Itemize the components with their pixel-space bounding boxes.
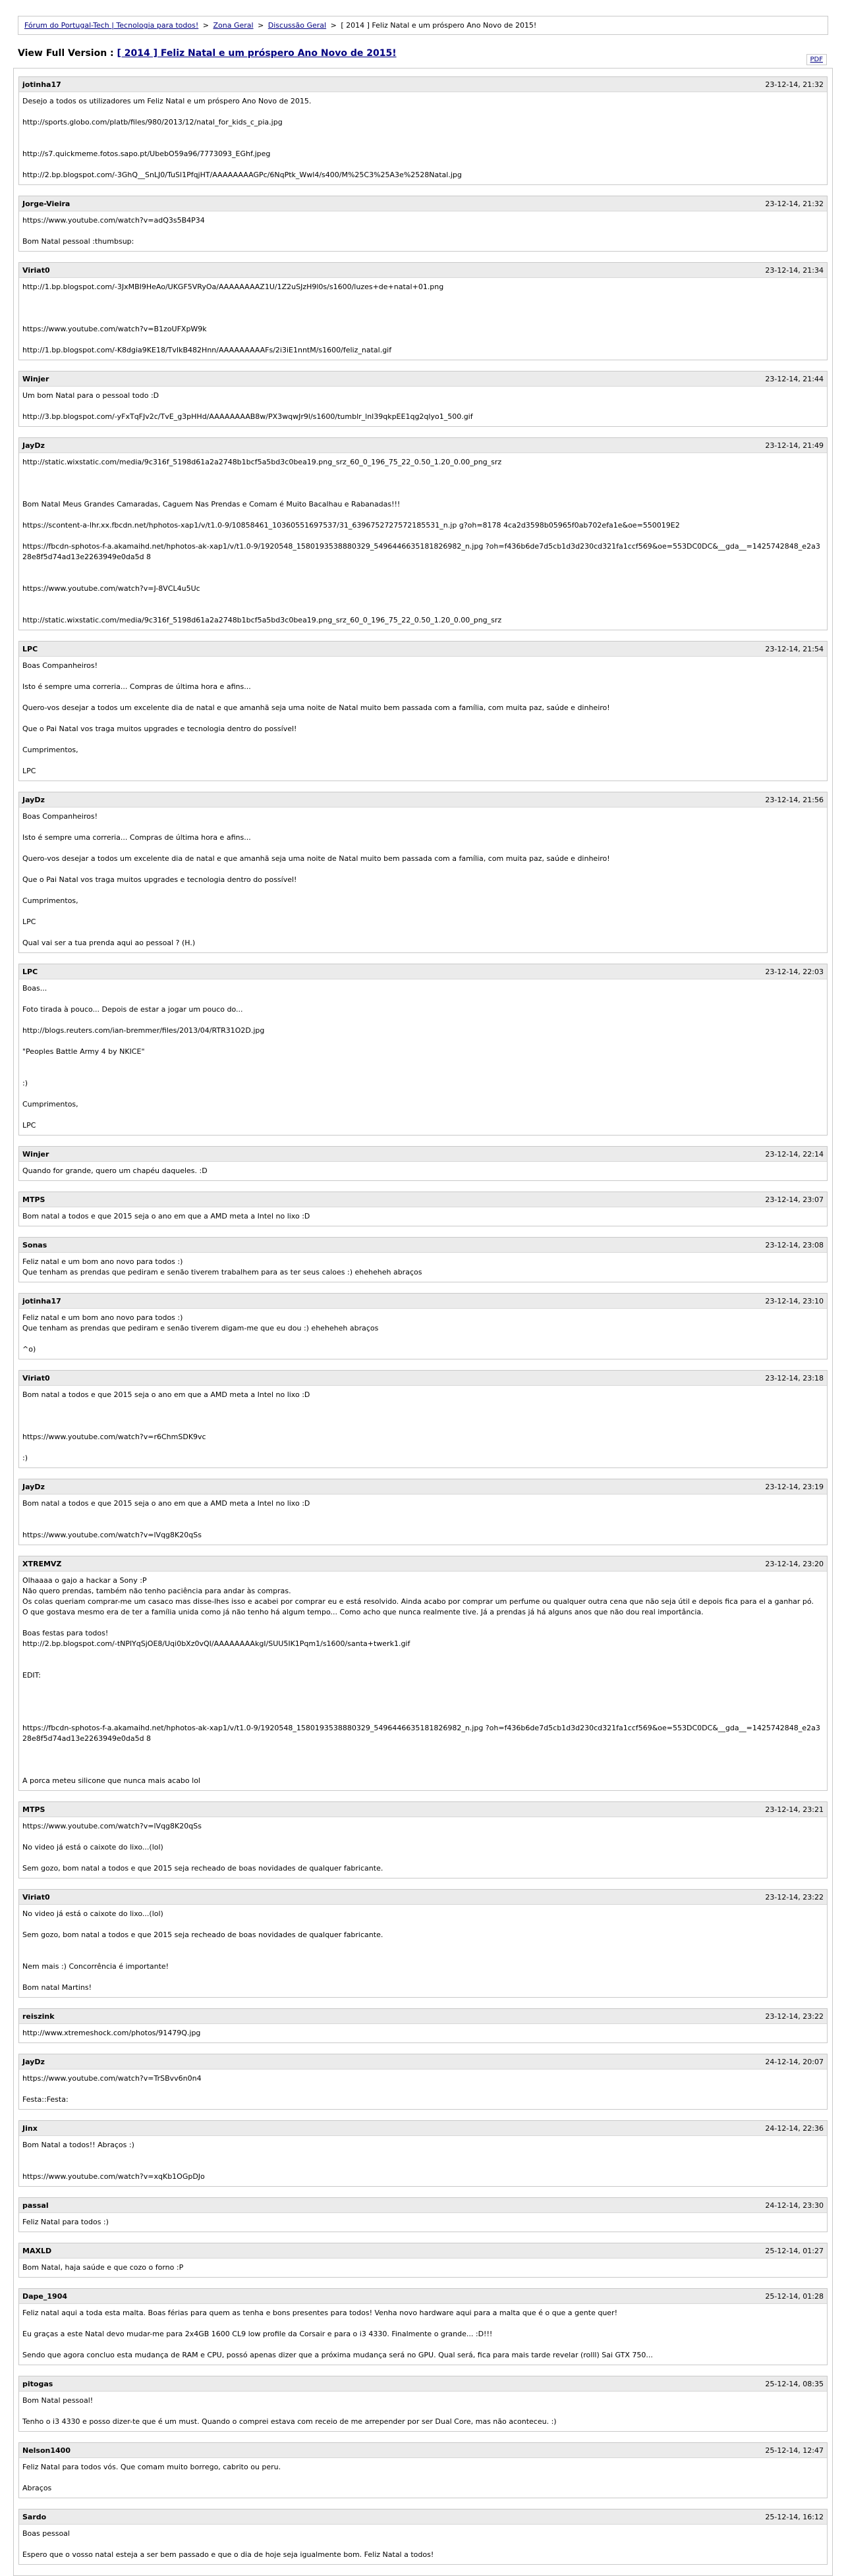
post-text-line: [22, 1334, 824, 1344]
post-text-line: Qual vai ser a tua prenda aqui ao pessoal ? (H.): [22, 939, 196, 947]
post-body: [19, 2304, 827, 2365]
post-author: passal: [22, 2201, 49, 2210]
post-text-line: [22, 1832, 824, 1842]
post-date: 24-12-14, 23:30: [765, 2201, 824, 2210]
post-text-line: [22, 1702, 824, 1713]
post: [18, 2197, 828, 2232]
post-text-line: Quero-vos desejar a todos um excelente dia de natal e que amanhã seja uma noite de Natal muito bem passada com a família, com muita paz, saúde e dinheiro!: [22, 703, 610, 712]
post-author: JayDz: [22, 441, 45, 450]
post-header: [19, 2054, 827, 2069]
post-text-line: Que tenham as prendas que pediram e senão tiverem digam-me que eu dou :) eheheheh abraços: [22, 1324, 379, 1332]
post-text-line: [22, 478, 824, 489]
post-text-line: [22, 671, 824, 682]
post-body: [19, 1494, 827, 1545]
post-header: [19, 77, 827, 92]
post-text-line: No video já está o caixote do lixo...(lol): [22, 1909, 163, 1918]
post-body: [19, 1817, 827, 1878]
post-date: 24-12-14, 22:36: [765, 2124, 824, 2133]
post: [18, 1479, 828, 1545]
post-body: [19, 2069, 827, 2109]
post-body: [19, 1572, 827, 1790]
post-text-line: [22, 864, 824, 875]
post-header: [19, 1890, 827, 1905]
post-text-line: [22, 1068, 824, 1078]
post-author: Viriat0: [22, 1892, 50, 1902]
breadcrumb-separator: >: [202, 21, 209, 30]
post-text-line: Feliz natal e um bom ano novo para todos :): [22, 1257, 183, 1266]
post-text-line: [22, 401, 824, 412]
breadcrumb-current: [ 2014 ] Feliz Natal e um próspero Ano Novo de 2015!: [341, 21, 537, 30]
post-text-line: Boas Companheiros!: [22, 812, 98, 821]
post: [18, 1889, 828, 1998]
post-text-line: [22, 573, 824, 584]
post-text-line: [22, 1618, 824, 1628]
post: [18, 2120, 828, 2187]
post-text-line: https://www.youtube.com/watch?v=xqKb1OGpDJo: [22, 2172, 205, 2181]
post-date: 23-12-14, 22:14: [765, 1149, 824, 1159]
post-author: Jinx: [22, 2124, 38, 2133]
thread-title-link[interactable]: [ 2014 ] Feliz Natal e um próspero Ano Novo de 2015!: [117, 48, 397, 59]
post-text-line: http://blogs.reuters.com/ian-bremmer/files/2013/04/RTR31O2D.jpg: [22, 1026, 265, 1035]
post-text-line: [22, 1411, 824, 1421]
post-text-line: :): [22, 1454, 28, 1462]
post-text-line: No video já está o caixote do lixo...(lol): [22, 1843, 163, 1851]
post-text-line: [22, 1755, 824, 1765]
post-text-line: http://1.bp.blogspot.com/-3JxMBI9HeAo/UKGF5VRyOa/AAAAAAAAZ1U/1Z2uSJzH9l0s/s1600/luzes+de+natal+01.png: [22, 283, 444, 291]
post-header: [19, 2289, 827, 2304]
post-text-line: [22, 1036, 824, 1047]
posts-container: [13, 56, 833, 2576]
post-date: 23-12-14, 23:22: [765, 2012, 824, 2021]
post-text-line: A porca meteu silicone que nunca mais acabo lol: [22, 1776, 200, 1785]
post-text-line: [22, 314, 824, 324]
post-date: 25-12-14, 01:28: [765, 2291, 824, 2301]
post-text-line: https://www.youtube.com/watch?v=adQ3s5B4P34: [22, 216, 205, 225]
post-text-line: [22, 303, 824, 314]
post-text-line: Os colas queriam comprar-me um casaco mas disse-lhes isso e acabei por comprar eu e está resolvido. Ainda acabo por comprar um perfume ou qualquer outra cena que não seja útil e depois fica para el a ganhar pó.: [22, 1597, 814, 1606]
post-author: jotinha17: [22, 1296, 61, 1305]
post-header: [19, 2121, 827, 2136]
post-text-line: [22, 2406, 824, 2417]
post-date: 25-12-14, 08:35: [765, 2379, 824, 2388]
post-author: MTPS: [22, 1195, 45, 1204]
post-text-line: Sendo que agora concluo esta mudança de RAM e CPU, possó apenas dizer que a próxima mudança será no GPU. Qual será, fica para mais tarde revelar (rolll) Sai GTX 750...: [22, 2351, 653, 2359]
post-text-line: Boas...: [22, 984, 47, 993]
post: [18, 964, 828, 1136]
post: [18, 1192, 828, 1226]
post-date: 23-12-14, 23:20: [765, 1559, 824, 1568]
post: [18, 196, 828, 252]
post-body: [19, 1309, 827, 1359]
post-text-line: ^o): [22, 1345, 36, 1354]
post-date: 23-12-14, 21:34: [765, 265, 824, 275]
post-text-line: [22, 2539, 824, 2550]
post-date: 25-12-14, 12:47: [765, 2446, 824, 2455]
post-author: MAXLD: [22, 2246, 52, 2255]
post-text-line: [22, 994, 824, 1004]
post-body: [19, 657, 827, 781]
post-text-line: [22, 843, 824, 854]
post-date: 23-12-14, 21:56: [765, 795, 824, 804]
post-text-line: [22, 594, 824, 605]
post-date: 25-12-14, 16:12: [765, 2512, 824, 2521]
post-text-line: [22, 885, 824, 896]
post-author: pitogas: [22, 2379, 53, 2388]
post-text-line: Bom natal a todos e que 2015 seja o ano em que a AMD meta a Intel no lixo :D: [22, 1212, 310, 1220]
post-body: [19, 211, 827, 251]
post-text-line: Boas pessoal: [22, 2529, 70, 2538]
post-text-line: [22, 138, 824, 149]
post-text-line: [22, 1660, 824, 1670]
post-text-line: [22, 734, 824, 745]
post-text-line: [22, 692, 824, 703]
post-text-line: Bom Natal pessoal :thumbsup:: [22, 237, 134, 246]
post-author: LPC: [22, 644, 38, 653]
post: [18, 641, 828, 781]
post-text-line: [22, 1744, 824, 1755]
post-author: LPC: [22, 967, 38, 976]
post-text-line: [22, 510, 824, 520]
post-text-line: [22, 226, 824, 236]
post-date: 24-12-14, 20:07: [765, 2057, 824, 2066]
post-text-line: http://s7.quickmeme.fotos.sapo.pt/UbebO59a96/7773093_EGhf.jpeg: [22, 150, 271, 158]
post-date: 23-12-14, 21:32: [765, 80, 824, 89]
post-text-line: Bom natal a todos e que 2015 seja o ano em que a AMD meta a Intel no lixo :D: [22, 1499, 310, 1508]
post: [18, 1293, 828, 1359]
page-title-prefix: View Full Version :: [18, 48, 114, 59]
post: [18, 437, 828, 630]
post-text-line: [22, 159, 824, 170]
post-text-line: https://scontent-a-lhr.xx.fbcdn.net/hphotos-xap1/v/t1.0-9/10858461_10360551697537/31_6396752727572185531_n.jp g?oh=8178 4ca2d3598b05965f0ab702efa1e&oe=550019E2: [22, 521, 680, 530]
post-text-line: Isto é sempre uma correria... Compras de última hora e afins...: [22, 682, 251, 691]
post-text-line: [22, 1057, 824, 1068]
post-header: [19, 1371, 827, 1386]
post-text-line: http://3.bp.blogspot.com/-yFxTqFJv2c/TvE_g3pHHd/AAAAAAAAB8w/PX3wqwJr9l/s1600/tumblr_lnl39qkpEE1qg2qlyo1_500.gif: [22, 412, 473, 421]
post: [18, 1370, 828, 1468]
breadcrumb: [18, 16, 828, 35]
post-text-line: http://static.wixstatic.com/media/9c316f_5198d61a2a2748b1bcf5a5bd3c0bea19.png_srz_60_0_196_75_22_0.50_1.20_0.00_png_srz: [22, 616, 502, 624]
post-header: [19, 2198, 827, 2213]
post-text-line: Bom Natal pessoal!: [22, 2396, 94, 2405]
post-text-line: [22, 1649, 824, 1660]
post-text-line: [22, 128, 824, 138]
post-text-line: Olhaaaa o gajo a hackar a Sony :P: [22, 1576, 147, 1585]
post-text-line: [22, 1089, 824, 1099]
post-date: 23-12-14, 23:18: [765, 1373, 824, 1383]
post-text-line: Feliz natal aqui a toda esta malta. Boas férias para quem as tenha e bons presentes para todos! Venha novo hardware aqui para a malta que é o que a gente quer!: [22, 2309, 617, 2317]
post-text-line: Bom natal a todos e que 2015 seja o ano em que a AMD meta a Intel no lixo :D: [22, 1390, 310, 1399]
post-header: [19, 792, 827, 808]
post-text-line: https://fbcdn-sphotos-f-a.akamaihd.net/hphotos-ak-xap1/v/t1.0-9/1920548_1580193538880329_5496446635181826982_n.jpg ?oh=f436b6de7d5cb1d3d230cd321fa1ccf569&oe=553DC0DC&__gda__=1425742848_e2a328e8f5d74ad13e2263949e0da5d 8: [22, 1724, 820, 1743]
post-text-line: http://sports.globo.com/platb/files/980/2013/12/natal_for_kids_c_pia.jpg: [22, 118, 283, 126]
post-body: [19, 1386, 827, 1467]
post-text-line: Quando for grande, quero um chapéu daqueles. :D: [22, 1166, 208, 1175]
post-text-line: https://www.youtube.com/watch?v=TrSBvv6n0n4: [22, 2074, 202, 2083]
post-text-line: Cumprimentos,: [22, 1100, 78, 1109]
post-text-line: [22, 1015, 824, 1026]
post-body: [19, 808, 827, 952]
post-date: 23-12-14, 21:44: [765, 374, 824, 383]
post: [18, 2288, 828, 2365]
post-body: [19, 453, 827, 630]
post-text-line: Que tenham as prendas que pediram e senão tiverem trabalhem para as ter seus caloes :) eheheheh abraços: [22, 1268, 422, 1276]
post-author: Winjer: [22, 1149, 49, 1159]
post-text-line: Bom natal Martins!: [22, 1983, 92, 1992]
post-header: [19, 1238, 827, 1253]
post-text-line: [22, 1421, 824, 1432]
post: [18, 2442, 828, 2498]
post-body: [19, 1207, 827, 1226]
post-text-line: Boas Companheiros!: [22, 661, 98, 670]
post: [18, 2008, 828, 2043]
post-text-line: Nem mais :) Concorrência é importante!: [22, 1962, 169, 1971]
post-body: [19, 1253, 827, 1282]
post-text-line: Bom Natal Meus Grandes Camaradas, Caguem Nas Prendas e Comam é Muito Bacalhau e Rabanadas!!!: [22, 500, 401, 508]
post-text-line: [22, 1951, 824, 1961]
post-text-line: Abraços: [22, 2484, 52, 2492]
post-text-line: http://2.bp.blogspot.com/-3GhQ__SnLJ0/TuSl1PfqjHT/AAAAAAAAGPc/6NqPtk_Wwl4/s400/M%25C3%25A3e%2528Natal.jpg: [22, 171, 462, 179]
post-date: 23-12-14, 22:03: [765, 967, 824, 976]
post-text-line: Espero que o vosso natal esteja a ser bem passado e que o dia de hoje seja igualmente bom. Feliz Natal a todos!: [22, 2550, 434, 2559]
post-text-line: https://www.youtube.com/watch?v=J-8VCL4u5Uc: [22, 584, 200, 593]
post-text-line: Tenho o i3 4330 e posso dizer-te que é um must. Quando o comprei estava com receio de me arrepender por ser Dual Core, mas não aconteceu. :): [22, 2417, 557, 2426]
post-date: 23-12-14, 23:10: [765, 1296, 824, 1305]
post-text-line: [22, 531, 824, 541]
post-text-line: [22, 1765, 824, 1776]
post-header: [19, 371, 827, 387]
post-text-line: https://fbcdn-sphotos-f-a.akamaihd.net/hphotos-ak-xap1/v/t1.0-9/1920548_1580193538880329_5496446635181826982_n.jpg ?oh=f436b6de7d5cb1d3d230cd321fa1ccf569&oe=553DC0DC&__gda__=1425742848_e2a328e8f5d74ad13e2263949e0da5d 8: [22, 542, 820, 561]
post-date: 23-12-14, 23:22: [765, 1892, 824, 1902]
post-text-line: EDIT:: [22, 1671, 41, 1680]
post: [18, 371, 828, 427]
post-author: JayDz: [22, 795, 45, 804]
post-author: Jorge-Vieira: [22, 199, 70, 208]
post-text-line: http://static.wixstatic.com/media/9c316f_5198d61a2a2748b1bcf5a5bd3c0bea19.png_srz_60_0_196_75_22_0.50_1.20_0.00_png_srz: [22, 458, 502, 466]
breadcrumb-separator: >: [258, 21, 264, 30]
post-text-line: [22, 335, 824, 345]
post-author: Sonas: [22, 1240, 47, 1249]
post-text-line: http://2.bp.blogspot.com/-tNPlYqSjOE8/Uqi0bXz0vQI/AAAAAAAAkgI/SUU5IK1Pqm1/s1600/santa+twerk1.gif: [22, 1639, 410, 1648]
post-text-line: LPC: [22, 918, 36, 926]
post-text-line: Bom Natal, haja saúde e que cozo o forno :P: [22, 2263, 184, 2272]
post-text-line: [22, 1110, 824, 1120]
post-author: Viriat0: [22, 265, 50, 275]
post-text-line: [22, 1509, 824, 1520]
breadcrumb-subforum-link[interactable]: Discussão Geral: [268, 21, 327, 30]
post-text-line: Cumprimentos,: [22, 896, 78, 905]
post-author: Sardo: [22, 2512, 47, 2521]
post-author: JayDz: [22, 2057, 45, 2066]
post-author: Dape_1904: [22, 2291, 68, 2301]
post-body: [19, 2392, 827, 2431]
post-text-line: Sem gozo, bom natal a todos e que 2015 seja recheado de boas novidades de qualquer fabricante.: [22, 1931, 383, 1939]
post-text-line: Um bom Natal para o pessoal todo :D: [22, 391, 159, 400]
breadcrumb-separator: >: [330, 21, 337, 30]
post-text-line: Não quero prendas, também não tenho paciência para andar às compras.: [22, 1587, 291, 1595]
post-text-line: Foto tirada à pouco... Depois de estar a jogar um pouco do...: [22, 1005, 243, 1014]
post-body: [19, 2024, 827, 2042]
post-header: [19, 2243, 827, 2259]
post-author: MTPS: [22, 1805, 45, 1814]
post-author: JayDz: [22, 1482, 45, 1491]
post-header: [19, 1192, 827, 1207]
post-text-line: [22, 713, 824, 724]
post-text-line: [22, 1520, 824, 1530]
post-text-line: [22, 1713, 824, 1723]
post-body: [19, 1162, 827, 1180]
post-header: [19, 1479, 827, 1494]
post-body: [19, 2259, 827, 2277]
post: [18, 792, 828, 953]
post-text-line: :): [22, 1079, 28, 1087]
post-body: [19, 278, 827, 360]
post-header: [19, 1556, 827, 1572]
post-header: [19, 1147, 827, 1162]
post-text-line: "Peoples Battle Army 4 by NKICE": [22, 1047, 145, 1056]
post-header: [19, 2009, 827, 2024]
post-text-line: [22, 2473, 824, 2483]
post-text-line: [22, 605, 824, 615]
post-author: XTREMVZ: [22, 1559, 62, 1568]
post-date: 23-12-14, 21:54: [765, 644, 824, 653]
post-text-line: Eu graças a este Natal devo mudar-me para 2x4GB 1600 CL9 low profile da Corsair e para o i3 4330. Finalmente o grande... :D!!!: [22, 2330, 493, 2338]
post-text-line: Isto é sempre uma correria... Compras de última hora e afins...: [22, 833, 251, 842]
post-list: [14, 69, 832, 2565]
post-text-line: [22, 1442, 824, 1453]
post-text-line: [22, 2318, 824, 2329]
post-text-line: Desejo a todos os utilizadores um Feliz Natal e um próspero Ano Novo de 2015.: [22, 97, 312, 105]
post-text-line: [22, 107, 824, 117]
post-text-line: [22, 292, 824, 303]
post-text-line: [22, 1400, 824, 1411]
post-text-line: [22, 1681, 824, 1691]
post-body: [19, 92, 827, 184]
post: [18, 76, 828, 185]
post-text-line: https://www.youtube.com/watch?v=lVqg8K20qSs: [22, 1531, 202, 1539]
post-text-line: [22, 1919, 824, 1930]
page-title: [18, 48, 828, 59]
post-header: [19, 2509, 827, 2525]
post-text-line: Sem gozo, bom natal a todos e que 2015 seja recheado de boas novidades de qualquer fabricante.: [22, 1864, 383, 1873]
post-text-line: [22, 489, 824, 499]
post-text-line: [22, 1691, 824, 1702]
post-text-line: Festa::Festa:: [22, 2095, 69, 2104]
post-text-line: LPC: [22, 1121, 36, 1130]
post-body: [19, 2213, 827, 2232]
post-header: [19, 964, 827, 979]
post-text-line: Quero-vos desejar a todos um excelente dia de natal e que amanhã seja uma noite de Natal muito bem passada com a família, com muita paz, saúde e dinheiro!: [22, 854, 610, 863]
post-text-line: [22, 2161, 824, 2172]
post-date: 25-12-14, 01:27: [765, 2246, 824, 2255]
post-text-line: [22, 2340, 824, 2350]
post-header: [19, 2376, 827, 2392]
post-text-line: https://www.youtube.com/watch?v=B1zoUFXpW9k: [22, 325, 207, 333]
post: [18, 2054, 828, 2110]
post-text-line: Feliz Natal para todos :): [22, 2218, 109, 2226]
post-body: [19, 1905, 827, 1997]
post: [18, 262, 828, 360]
post-author: reiszink: [22, 2012, 55, 2021]
post-text-line: Que o Pai Natal vos traga muitos upgrades e tecnologia dentro do possível!: [22, 875, 297, 884]
post-text-line: [22, 1940, 824, 1951]
post-header: [19, 1802, 827, 1817]
post-author: Viriat0: [22, 1373, 50, 1383]
post-text-line: Feliz Natal para todos vós. Que comam muito borrego, cabrito ou peru.: [22, 2463, 281, 2471]
post-date: 23-12-14, 23:08: [765, 1240, 824, 1249]
post-header: [19, 438, 827, 453]
post-text-line: [22, 1972, 824, 1983]
post-text-line: [22, 1853, 824, 1863]
post-text-line: [22, 822, 824, 833]
post-text-line: [22, 2151, 824, 2161]
post-text-line: Boas festas para todos!: [22, 1629, 109, 1637]
post: [18, 2243, 828, 2278]
post-text-line: O que gostava mesmo era de ter a família unida como já não tenho há algum tempo... Como acho que nunca realmente tive. Já a prendas já há alguns anos que não dou real importância.: [22, 1608, 704, 1616]
post-text-line: http://www.xtremeshock.com/photos/91479Q.jpg: [22, 2029, 201, 2037]
post-date: 23-12-14, 21:49: [765, 441, 824, 450]
post-body: [19, 2525, 827, 2564]
post-body: [19, 387, 827, 426]
post: [18, 2376, 828, 2432]
post-text-line: [22, 906, 824, 917]
post-body: [19, 979, 827, 1135]
post-text-line: Que o Pai Natal vos traga muitos upgrades e tecnologia dentro do possível!: [22, 725, 297, 733]
post-text-line: [22, 927, 824, 938]
pdf-button[interactable]: PDF: [806, 54, 827, 65]
post-header: [19, 1294, 827, 1309]
post-header: [19, 2443, 827, 2458]
post-text-line: [22, 755, 824, 766]
post-text-line: https://www.youtube.com/watch?v=lVqg8K20qSs: [22, 1822, 202, 1830]
post-body: [19, 2136, 827, 2186]
breadcrumb-category-link[interactable]: Zona Geral: [213, 21, 254, 30]
post-date: 23-12-14, 23:21: [765, 1805, 824, 1814]
post-text-line: https://www.youtube.com/watch?v=r6ChmSDK9vc: [22, 1433, 206, 1441]
post-author: jotinha17: [22, 80, 61, 89]
post: [18, 1237, 828, 1282]
post-text-line: Cumprimentos,: [22, 746, 78, 754]
post-header: [19, 196, 827, 211]
breadcrumb-forum-link[interactable]: Fórum do Portugal-Tech | Tecnologia para todos!: [24, 21, 199, 30]
post-date: 23-12-14, 23:07: [765, 1195, 824, 1204]
post-header: [19, 642, 827, 657]
post-text-line: [22, 2084, 824, 2095]
post-header: [19, 263, 827, 278]
post-text-line: http://1.bp.blogspot.com/-K8dgia9KE18/TvIkB482Hnn/AAAAAAAAAFs/2i3iE1nntM/s1600/feliz_natal.gif: [22, 346, 392, 354]
post-text-line: LPC: [22, 767, 36, 775]
post: [18, 1146, 828, 1181]
post-date: 23-12-14, 23:19: [765, 1482, 824, 1491]
post-author: Winjer: [22, 374, 49, 383]
post-author: Nelson1400: [22, 2446, 70, 2455]
post-text-line: Feliz natal e um bom ano novo para todos :): [22, 1313, 183, 1322]
post-text-line: Bom Natal a todos!! Abraços :): [22, 2141, 134, 2149]
post: [18, 1801, 828, 1878]
post-text-line: [22, 562, 824, 573]
post-text-line: [22, 468, 824, 478]
post: [18, 1556, 828, 1791]
post-date: 23-12-14, 21:32: [765, 199, 824, 208]
post-body: [19, 2458, 827, 2498]
